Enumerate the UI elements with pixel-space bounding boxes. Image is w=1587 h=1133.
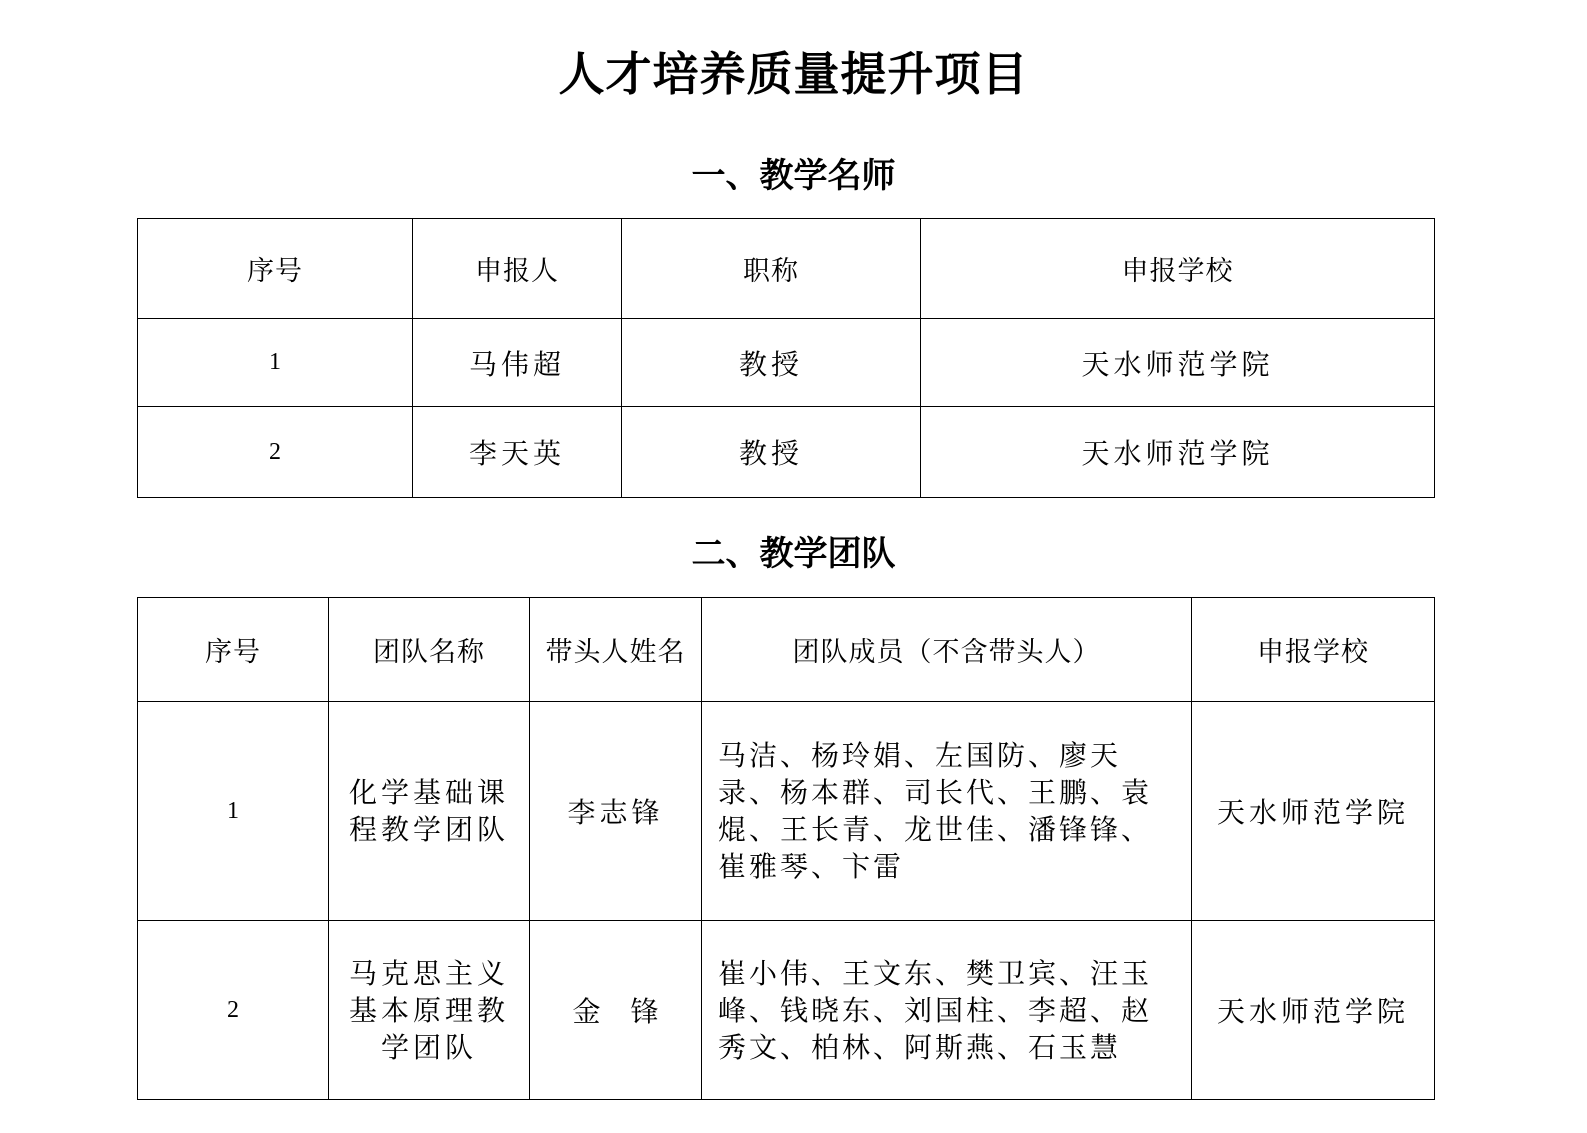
column-header-school: 申报学校 [1192,598,1435,702]
cell-members: 崔小伟、王文东、樊卫宾、汪玉峰、钱晓东、刘国柱、李超、赵秀文、柏林、阿斯燕、石玉慧 [702,921,1192,1100]
section-heading-teaching-teams: 二、教学团队 [691,534,896,574]
section-heading-teaching-masters: 一、教学名师 [691,156,896,196]
cell-rank: 教授 [622,407,921,498]
column-header-no: 序号 [138,219,413,319]
cell-school: 天水师范学院 [921,319,1435,407]
table-row [138,921,1435,1100]
teaching-masters-table [137,218,1435,498]
cell-no: 1 [138,702,329,921]
cell-applicant: 李天英 [413,407,622,498]
cell-school: 天水师范学院 [1192,702,1435,921]
column-header-title: 职称 [622,219,921,319]
table-header-row [138,219,1435,319]
column-header-applicant: 申报人 [413,219,622,319]
column-header-members: 团队成员（不含带头人） [702,598,1192,702]
cell-team-name: 化学基础课程教学团队 [329,702,530,921]
cell-team-name: 马克思主义基本原理教学团队 [329,921,530,1100]
teaching-teams-table [137,597,1435,1100]
page-title: 人才培养质量提升项目 [558,47,1029,101]
table-row [138,319,1435,407]
column-header-school: 申报学校 [921,219,1435,319]
cell-no: 1 [138,319,413,407]
column-header-team-name: 团队名称 [329,598,530,702]
table-row [138,407,1435,498]
cell-leader: 李志锋 [530,702,702,921]
cell-school: 天水师范学院 [1192,921,1435,1100]
table-row [138,702,1435,921]
cell-rank: 教授 [622,319,921,407]
cell-members: 马洁、杨玲娟、左国防、廖天录、杨本群、司长代、王鹏、袁焜、王长青、龙世佳、潘锋锋、崔雅琴、卞雷 [702,702,1192,921]
cell-no: 2 [138,407,413,498]
cell-no: 2 [138,921,329,1100]
cell-leader: 金锋 [530,921,702,1100]
cell-school: 天水师范学院 [921,407,1435,498]
column-header-leader: 带头人姓名 [530,598,702,702]
column-header-no: 序号 [138,598,329,702]
table-header-row [138,598,1435,702]
cell-applicant: 马伟超 [413,319,622,407]
